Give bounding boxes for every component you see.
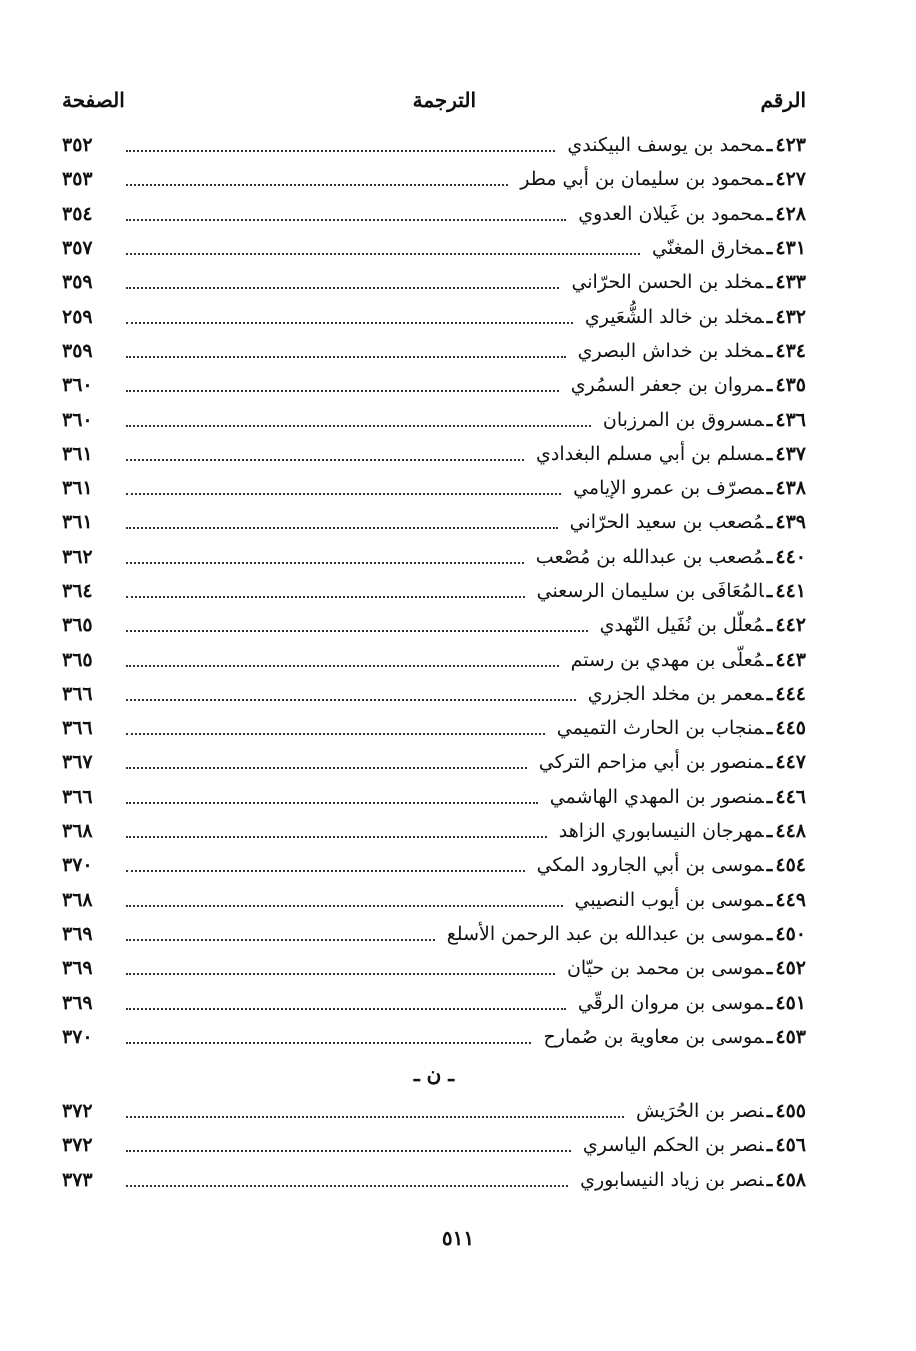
dot-leader xyxy=(126,733,545,735)
entry-separator: ـ xyxy=(766,888,773,911)
entry-number: ٤٥٣ xyxy=(775,1025,806,1048)
entry-separator: ـ xyxy=(766,751,773,774)
table-header xyxy=(62,88,806,118)
dot-leader xyxy=(126,390,559,392)
entry-page-number: ٣٧٢ xyxy=(62,1100,93,1123)
dot-leader xyxy=(126,219,566,221)
entry-label xyxy=(578,992,806,1014)
entry-number: ٤٥٦ xyxy=(775,1134,806,1157)
dot-leader xyxy=(126,322,573,324)
entry-number: ٤٤٢ xyxy=(775,614,806,637)
entry-label xyxy=(536,443,806,465)
entry-name: منجاب بن الحارث التميمي xyxy=(556,717,764,740)
index-entry-row xyxy=(62,711,806,745)
dot-leader xyxy=(126,459,524,461)
entry-separator: ـ xyxy=(766,922,773,945)
entry-number: ٤٤٦ xyxy=(775,785,806,808)
entry-label xyxy=(570,511,806,533)
entry-page-number: ٣٦٦ xyxy=(62,717,93,740)
dot-leader xyxy=(126,939,435,941)
index-entry-row xyxy=(62,437,806,471)
entry-page-number: ٣٦٠ xyxy=(62,408,93,431)
entry-name: مُصعب بن عبدالله بن مُصْعب xyxy=(535,545,764,568)
dot-leader xyxy=(126,870,525,872)
index-entry-row xyxy=(62,574,806,608)
entry-name: موسى بن عبدالله بن عبد الرحمن الأسلع xyxy=(446,922,764,945)
entry-number: ٤٤٣ xyxy=(775,648,806,671)
index-entry-row xyxy=(62,814,806,848)
entry-separator: ـ xyxy=(766,957,773,980)
index-entry-row xyxy=(62,1020,806,1054)
entry-label xyxy=(571,649,806,671)
entry-page-number: ٣٦٦ xyxy=(62,785,93,808)
entry-separator: ـ xyxy=(766,1100,773,1123)
entry-name: مُصعب بن سعيد الحرّاني xyxy=(569,511,764,534)
entry-separator: ـ xyxy=(766,820,773,843)
entry-number: ٤٥٢ xyxy=(775,957,806,980)
entry-page-number: ٣٦٩ xyxy=(62,991,93,1014)
entry-number: ٤٤٥ xyxy=(775,717,806,740)
index-entry-row xyxy=(62,917,806,951)
entry-separator: ـ xyxy=(766,134,773,157)
entry-label xyxy=(585,306,806,328)
index-entry-row xyxy=(62,642,806,676)
entry-number: ٤٤٧ xyxy=(775,751,806,774)
entry-separator: ـ xyxy=(766,1134,773,1157)
entry-number: ٤٣٨ xyxy=(775,477,806,500)
entry-number: ٤٣٤ xyxy=(775,339,806,362)
entry-label xyxy=(603,409,806,431)
entry-name: مخلد بن خداش البصري xyxy=(577,339,764,362)
entry-page-number: ٣٥٩ xyxy=(62,271,93,294)
dot-leader xyxy=(126,493,561,495)
entry-label xyxy=(557,717,806,739)
entry-label xyxy=(567,134,806,156)
entry-page-number: ٣٧٣ xyxy=(62,1168,93,1191)
dot-leader xyxy=(126,562,524,564)
entry-name: محمود بن غَيلان العدوي xyxy=(578,202,764,225)
entry-label xyxy=(652,237,806,259)
index-entry-row xyxy=(62,1128,806,1162)
page-number: ٥١١ xyxy=(441,1226,475,1250)
entry-separator: ـ xyxy=(766,785,773,808)
entry-separator: ـ xyxy=(766,511,773,534)
entry-separator: ـ xyxy=(766,305,773,328)
index-entry-row xyxy=(62,1094,806,1128)
entry-separator: ـ xyxy=(766,202,773,225)
index-entry-row xyxy=(62,883,806,917)
entry-label xyxy=(575,889,806,911)
index-entry-row xyxy=(62,162,806,196)
entry-number: ٤٢٣ xyxy=(775,134,806,157)
dot-leader xyxy=(126,665,559,667)
entry-page-number: ٣٦٤ xyxy=(62,580,93,602)
entry-separator: ـ xyxy=(766,168,773,191)
dot-leader xyxy=(126,767,527,769)
dot-leader xyxy=(126,802,538,804)
index-entry-row xyxy=(62,197,806,231)
entry-label xyxy=(571,374,806,396)
entry-number: ٤٣٦ xyxy=(775,408,806,431)
dot-leader xyxy=(126,1150,571,1152)
entry-number: ٤٤٤ xyxy=(775,682,806,705)
entry-name: محمد بن يوسف البيكندي xyxy=(567,134,764,157)
entry-separator: ـ xyxy=(766,408,773,431)
dot-leader xyxy=(126,973,555,975)
entry-separator: ـ xyxy=(766,339,773,362)
index-entry-row xyxy=(62,780,806,814)
entry-name: مُعلّى بن مهدي بن رستم xyxy=(570,648,764,671)
entry-name: محمود بن سليمان بن أبي مطر xyxy=(520,168,764,191)
entry-number: ٤٥٠ xyxy=(775,922,806,945)
dot-leader xyxy=(126,253,640,255)
entry-name: معمر بن مخلد الجزري xyxy=(587,682,764,705)
dot-leader xyxy=(126,699,576,701)
entry-label xyxy=(550,786,806,808)
entry-name: منصور بن المهدي الهاشمي xyxy=(549,785,764,808)
index-entry-row xyxy=(62,334,806,368)
index-entry-row xyxy=(62,299,806,333)
entry-number: ٤٥١ xyxy=(775,991,806,1014)
section-heading-nun: ـ ن ـ xyxy=(413,1062,455,1087)
entry-name: المُعَافَى بن سليمان الرسعني xyxy=(536,580,764,602)
entry-label xyxy=(536,546,806,568)
entry-separator: ـ xyxy=(766,614,773,637)
entry-number: ٤٣٢ xyxy=(775,305,806,328)
entry-label xyxy=(543,1026,806,1048)
entry-page-number: ٣٦٩ xyxy=(62,922,93,945)
entry-page-number: ٣٦٥ xyxy=(62,614,93,637)
entry-name: مسلم بن أبي مسلم البغدادي xyxy=(536,442,764,465)
entry-separator: ـ xyxy=(766,374,773,397)
entry-name: مسروق بن المرزبان xyxy=(602,408,764,431)
entry-page-number: ٣٧٠ xyxy=(62,854,93,877)
entry-page-number: ٣٦٧ xyxy=(62,751,93,774)
entry-name: نصر بن الحُرَيش xyxy=(635,1100,764,1123)
entry-number: ٤٥٨ xyxy=(775,1168,806,1191)
entry-separator: ـ xyxy=(766,545,773,568)
entry-number: ٤٥٥ xyxy=(775,1100,806,1123)
index-entry-row xyxy=(62,951,806,985)
entry-separator: ـ xyxy=(766,854,773,877)
dot-leader xyxy=(126,630,588,632)
entry-label xyxy=(559,820,806,842)
entry-number: ٤٤١ xyxy=(775,580,806,602)
entry-page-number: ٣٦٩ xyxy=(62,957,93,980)
entry-separator: ـ xyxy=(766,648,773,671)
entry-separator: ـ xyxy=(766,991,773,1014)
entry-separator: ـ xyxy=(766,237,773,260)
dot-leader xyxy=(126,596,525,598)
entry-page-number: ٣٦٥ xyxy=(62,648,93,671)
dot-leader xyxy=(126,836,547,838)
entry-label xyxy=(567,957,806,979)
entry-label xyxy=(520,168,806,190)
entry-name: مهرجان النيسابوري الزاهد xyxy=(558,820,764,843)
entry-label xyxy=(600,614,806,636)
entry-label xyxy=(571,271,806,293)
entry-number: ٤٣٩ xyxy=(775,511,806,534)
index-entry-row xyxy=(62,848,806,882)
entry-name: موسى بن أيوب النصيبي xyxy=(574,888,764,911)
entry-label xyxy=(580,1169,806,1191)
index-entry-row xyxy=(62,608,806,642)
entry-page-number: ٣٥٣ xyxy=(62,168,93,191)
entry-page-number: ٣٥٧ xyxy=(62,237,93,260)
dot-leader xyxy=(126,527,558,529)
entry-number: ٤٢٨ xyxy=(775,202,806,225)
dot-leader xyxy=(126,1042,531,1044)
index-entry-row xyxy=(62,402,806,436)
entry-label xyxy=(578,340,806,362)
entry-name: موسى بن معاوية بن صُمارح xyxy=(543,1025,764,1048)
entry-page-number: ٣٧٢ xyxy=(62,1134,93,1157)
entry-number: ٤٤٠ xyxy=(775,545,806,568)
dot-leader xyxy=(126,287,559,289)
dot-leader xyxy=(126,1185,568,1187)
entry-name: موسى بن محمد بن حيّان xyxy=(566,957,764,980)
entry-name: مخلد بن الحسن الحرّاني xyxy=(571,271,764,294)
entry-label xyxy=(573,477,806,499)
entry-page-number: ٣٦١ xyxy=(62,477,93,500)
entry-name: مصرّف بن عمرو الإيامي xyxy=(573,477,764,500)
entry-label xyxy=(537,580,806,602)
index-entry-row xyxy=(62,128,806,162)
entry-page-number: ٢٥٩ xyxy=(62,305,93,328)
entry-number: ٤٣٥ xyxy=(775,374,806,397)
page-column-header: الصفحة xyxy=(62,88,125,112)
entry-label xyxy=(537,854,806,876)
entry-page-number: ٣٦٠ xyxy=(62,374,93,397)
entry-label xyxy=(583,1134,806,1156)
entry-page-number: ٣٦٦ xyxy=(62,682,93,705)
entry-page-number: ٣٦٨ xyxy=(62,820,93,843)
entry-separator: ـ xyxy=(766,580,773,602)
dot-leader xyxy=(126,184,508,186)
entry-name: مخلد بن خالد الشُّعَيري xyxy=(584,305,764,328)
index-entry-row xyxy=(62,985,806,1019)
entry-page-number: ٣٧٠ xyxy=(62,1025,93,1048)
entry-page-number: ٣٥٢ xyxy=(62,134,93,157)
index-entry-row xyxy=(62,471,806,505)
entry-page-number: ٣٦١ xyxy=(62,442,93,465)
entry-name: مُعلّل بن نُفَيل النّهدي xyxy=(599,614,764,637)
dot-leader xyxy=(126,425,591,427)
index-entry-row xyxy=(62,368,806,402)
dot-leader xyxy=(126,905,563,907)
entry-separator: ـ xyxy=(766,1168,773,1191)
index-entry-row xyxy=(62,1163,806,1197)
title-column-header: الترجمة xyxy=(412,88,476,112)
entry-number: ٤٣٧ xyxy=(775,442,806,465)
entry-number: ٤٣١ xyxy=(775,237,806,260)
entry-page-number: ٣٦٨ xyxy=(62,888,93,911)
entry-number: ٤٤٩ xyxy=(775,888,806,911)
entry-number: ٤٤٨ xyxy=(775,820,806,843)
entry-page-number: ٣٥٤ xyxy=(62,202,93,225)
index-entry-row xyxy=(62,265,806,299)
entry-label xyxy=(447,923,806,945)
entry-name: منصور بن أبي مزاحم التركي xyxy=(538,751,764,774)
entry-name: موسى بن أبي الجارود المكي xyxy=(536,854,764,877)
dot-leader xyxy=(126,150,555,152)
entry-name: موسى بن مروان الرقّي xyxy=(577,991,764,1014)
entry-label xyxy=(539,751,806,773)
entry-page-number: ٣٥٩ xyxy=(62,339,93,362)
entry-number: ٤٢٧ xyxy=(775,168,806,191)
entry-separator: ـ xyxy=(766,442,773,465)
entry-label xyxy=(636,1100,806,1122)
entry-separator: ـ xyxy=(766,1025,773,1048)
index-entry-row xyxy=(62,505,806,539)
entry-name: مروان بن جعفر السمُري xyxy=(570,374,764,397)
index-entry-row xyxy=(62,745,806,779)
entry-name: نصر بن زياد النيسابوري xyxy=(580,1168,764,1191)
entry-page-number: ٣٦١ xyxy=(62,511,93,534)
dot-leader xyxy=(126,356,566,358)
entry-number: ٤٥٤ xyxy=(775,854,806,877)
dot-leader xyxy=(126,1116,624,1118)
entry-name: مخارق المغنّي xyxy=(652,237,764,260)
number-column-header: الرقم xyxy=(760,88,806,112)
index-entry-row xyxy=(62,677,806,711)
entry-page-number: ٣٦٢ xyxy=(62,545,93,568)
entry-separator: ـ xyxy=(766,717,773,740)
entry-name: نصر بن الحكم الياسري xyxy=(582,1134,764,1157)
entry-label xyxy=(578,203,806,225)
entry-number: ٤٣٣ xyxy=(775,271,806,294)
entry-separator: ـ xyxy=(766,682,773,705)
index-entry-row xyxy=(62,231,806,265)
entry-label xyxy=(588,683,806,705)
index-list xyxy=(62,128,806,1197)
entry-separator: ـ xyxy=(766,271,773,294)
dot-leader xyxy=(126,1008,566,1010)
entry-separator: ـ xyxy=(766,477,773,500)
index-entry-row xyxy=(62,540,806,574)
